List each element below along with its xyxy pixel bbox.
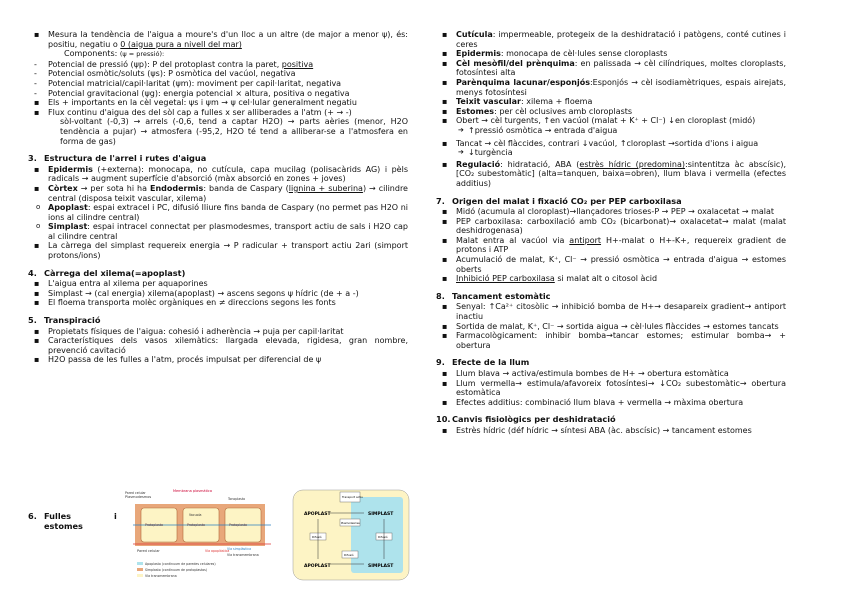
text: : espai extracel i PC, difusió lliure fins banda de Caspary (no permet pas H2O ni ions al cilindre central) [48,203,408,222]
text: (ψ = pressió): [119,50,165,59]
leaf-list [436,30,786,189]
diagram-label: Pared celular [125,491,146,495]
legend-swatch [137,568,143,571]
right-column [436,30,786,436]
text: Mesura la tendència de l'aigua a moure's d'un lloc a un altre (de major a menor ψ), és: positiu, negatiu o [48,30,408,49]
list-item: ▪ Llum blava → activa/estimula bombes de H+ → obertura estomàtica [436,369,786,379]
underlined-text: positiva [281,59,314,69]
legend-label: Simplasto (continuum de protoplastos) [145,568,208,572]
list-item [28,60,408,70]
section-heading [28,154,408,164]
text: : banda de Caspary ( [203,183,289,193]
section-number: 5. [28,315,37,326]
list-item: ▪ La càrrega del simplast requereix energia → P radicular + transport actiu 2ari (simport protons/ions) [28,241,408,260]
term: Endodermis [149,183,204,193]
diagram-label: Protoplasto [145,523,163,527]
section-number: 7. [436,195,445,206]
section-title: Origen del malat i fixació CO₂ per PEP carboxilasa [452,195,682,206]
text: : hidratació, ABA ( [500,159,580,169]
legend-swatch [137,574,143,577]
diagram-label: Pared celular [137,549,160,553]
section-title: Tancament estomàtic [452,290,551,301]
legend-swatch [137,562,143,565]
list-item [436,107,786,117]
diagram-label: Protoplasto [229,523,247,527]
apoplast-label: APOPLAST [304,512,331,517]
section-heading [28,316,408,326]
term: Estomes [456,106,495,116]
list-item [436,78,786,97]
apoplast-simplast-diagram [292,489,410,581]
section-heading [436,197,786,207]
diagram-label: Vacuola [189,513,202,517]
list-item [436,274,786,284]
term: Cutícula [456,30,493,39]
diagram-label: Vía simplástica [227,547,252,551]
diagram-label: Difusió [344,553,354,557]
text: : per cèl oclusives amb cloroplasts [494,106,633,116]
term: Teixit vascular [456,97,521,107]
list-item: ▪ Efectes additius: combinació llum blava + vermella → màxima obertura [436,398,786,408]
list-item: ▪ Els + importants en la cèl vegetal: ψs i ψm → ψ cel·lular generalment negatiu [28,98,408,108]
text: (+externa): monocapa, no cutícula, capa mucilag (polisacàrids AG) i pèls radicals → augment superfície d'absorció (màx absorció en zones + joves) [48,164,408,184]
term: Regulació [456,159,501,169]
list-item [436,59,786,78]
term: Còrtex [48,183,78,193]
section-heading [436,358,786,368]
section-number: 9. [436,357,445,368]
list-item: ▪ Flux continu d'aigua des del sòl cap a fulles x ser alliberades a l'atm (+ → -) [28,108,408,118]
section-title: Transpiració [44,315,101,326]
list-item: sòl-voltant (-0,3) → arrels (-0,6, tend a captar H2O) → parts aèries (menor, H2O tendència a pujar) → atmosfera (-95,2, H2O té tend a alliberar-se a l'atmosfera en forma de gas) [60,117,408,146]
text: : xilema + floema [520,97,593,107]
term: Simplast [48,222,88,232]
left-column [28,30,408,365]
root-pathways-diagram [123,486,283,584]
list-item: - Potencial matricial/capil·laritat (ψm): moviment per capil·laritat, negativa [28,79,408,89]
term: Epidermis [456,49,501,59]
diagram-label: Difusió [312,535,322,539]
legend-label: Apoplasto (continuum de paredes celulares) [145,562,216,566]
text: → per sota hi ha [77,183,150,193]
section-title: Càrrega del xilema(=apoplast) [44,267,186,278]
underlined-text: estrès hídric (predomina) [579,159,686,169]
section-6-heading [28,511,123,531]
list-item: ▪ H2O passa de les fulles a l'atm, procés impulsat per diferencial de ψ [28,355,408,365]
list-item: ▪ L'aigua entra al xilema per aquaporines [28,279,408,289]
section-title: estomes [44,521,83,531]
diagram-label: Plasmodesmos [125,495,152,499]
intro-list [28,30,408,146]
apoplast-label: APOPLAST [304,564,331,569]
section-heading [436,292,786,302]
list-item: - Potencial gravitacional (ψg): energia potencial × altura, positiva o negativa [28,89,408,99]
diagram-label: Vía transmembrana [227,553,259,557]
section-list [436,207,786,284]
section-heading [436,415,786,425]
section-list [28,327,408,365]
term: Cèl mesòfil/del prènquima [456,58,575,68]
list-item: ▪ El floema transporta molèc orgàniques en ≠ direccions segons les fonts [28,298,408,308]
list-item: ▪ Tancat → cèl flàccides, contrari ↓vacúol, ↑cloroplast →sortida d'ions i aigua [436,139,786,149]
section-list [436,302,786,350]
list-item: ▪ Simplast → (cal energia) xilema(apoplast) → ascens segons ψ hídric (de + a -) [28,289,408,299]
underlined-text: 0 (aigua pura a nivell del mar) [120,39,242,49]
list-item: ▪ Característiques dels vasos xilemàtics: llargada elevada, rigidesa, gran nombre, prevenció cavitació [28,336,408,355]
simplast-label: SIMPLAST [368,564,394,569]
list-item: ▪ Llum vermella→ estimula/afavoreix fotosíntesi→ ↓CO₂ subestomàtic→ obertura estomàtica [436,379,786,398]
text: H+-malat o H+-K+, requereix gradient de protons i ATP [456,235,787,255]
section-heading [28,269,408,279]
list-item [28,165,408,184]
diagram-label: Vía apoplástica [205,549,230,553]
list-item: ▪ Propietats físiques de l'aigua: cohesió i adherència → puja per capil·laritat [28,327,408,337]
section-title: Fulles [44,511,72,521]
term: Epidermis [48,164,93,174]
list-item [28,30,408,49]
list-item: ➔ ↑pressió osmòtica → entrada d'aigua [436,126,786,136]
diagram-label: Difusió [378,535,388,539]
list-item: ▪ Estrès hídric (déf hídric → síntesi ABA (àc. abscísic) → tancament estomes [436,426,786,436]
section-title: Canvis fisiològics per deshidratació [452,414,616,425]
diagram-label: Tonoplasto [228,497,246,501]
text: Components: [64,49,120,59]
diagram-label: Transport actiu [342,495,363,499]
list-item: ▪ PEP carboxilasa: carboxilació amb CO₂ (bicarbonat)→ oxalacetat→ malat (malat deshidrogenasa) [436,217,786,236]
list-item: ➔ ↓turgència [436,148,786,158]
list-item: ▪ Sortida de malat, K⁺, Cl⁻ → sortida aigua → cèl·lules flàccides → estomes tancats [436,322,786,332]
text: : monocapa de cèl·lules sense cloroplasts [500,49,668,59]
section-title: Efecte de la llum [452,357,530,368]
text: :sintentitza àc abscísic), [CO₂ subestomàtic] (alta=tanquen, baixa=obren), llum blava i vermella (efectes additius) [456,159,786,188]
term: Apoplast [48,203,88,213]
underlined-text: antiport [569,235,602,245]
list-item: ▪ Obert → cèl turgents, ↑en vacúol (malat + K⁺ + Cl⁻) ↓en cloroplast (midó) [436,116,786,126]
list-item [436,49,786,59]
section-title: Estructura de l'arrel i rutes d'aigua [44,153,207,164]
diagram-label: Protoplasto [187,523,205,527]
section-number: 4. [28,267,37,278]
diagram-label: Plasmodesmes [341,522,360,525]
text: : en palissada → cèl cilíndriques, moltes cloroplasts, fotosíntesi alta [456,58,787,78]
text: si malat alt o citosol àcid [554,274,658,284]
section-number: 8. [436,290,445,301]
text: :Esponjós → cèl isodiamètriques, espais airejats, menys fotosíntesi [456,77,786,97]
list-item [28,203,408,222]
diagram-label: Membrana plasmática [173,489,212,493]
text: Potencial de pressió (ψp): P del protoplast contra la paret, [48,59,282,69]
section-list [28,279,408,308]
text: ) → cilindre central (disposa teixit vascular, xilema) [48,183,408,203]
text: : impermeable, protegeix de la deshidratació i patògens, conté cutines i ceres [456,30,786,49]
list-item [436,236,786,255]
list-item [28,184,408,203]
section-number: 10. [436,414,451,425]
list-item: ▪ Acumulació de malat, K⁺, Cl⁻ → pressió osmòtica → entrada d'aigua → estomes oberts [436,255,786,274]
text: : espai intracel connectat per plasmodesmes, transport actiu de sals i H2O cap al cilindre central [48,222,408,241]
underlined-text: lignina + suberina [288,183,363,193]
list-item: ▪ Senyal: ↑Ca²⁺ citosòlic → inhibició bomba de H+→ desapareix gradient→ antiport inactiu [436,302,786,321]
underlined-text: Inhibició PEP carboxilasa [456,274,555,284]
section-title: i [114,511,117,521]
section-number: 3. [28,153,37,164]
term: Parènquima lacunar/esponjós [456,77,590,87]
list-item: - Potencial osmòtic/soluts (ψs): P osmòtica del vacúol, negativa [28,69,408,79]
list-item [28,222,408,241]
list-item [28,49,408,60]
section-number: 6. [28,511,37,521]
section-list [28,165,408,261]
list-item [436,97,786,107]
section-list [436,369,786,407]
list-item: ▪ Midó (acumula al cloroplast)→llançadores trioses-P → PEP → oxalacetat → malat [436,207,786,217]
list-item: ▪ Farmacològicament: inhibir bomba→tancar estomes; estimular bomba→ + obertura [436,331,786,350]
simplast-label: SIMPLAST [368,512,394,517]
text: Malat entra al vacúol via [456,235,570,245]
list-item [436,160,786,189]
section-list [436,426,786,436]
legend-label: Vía transmembrana [145,574,177,578]
list-item [436,30,786,49]
